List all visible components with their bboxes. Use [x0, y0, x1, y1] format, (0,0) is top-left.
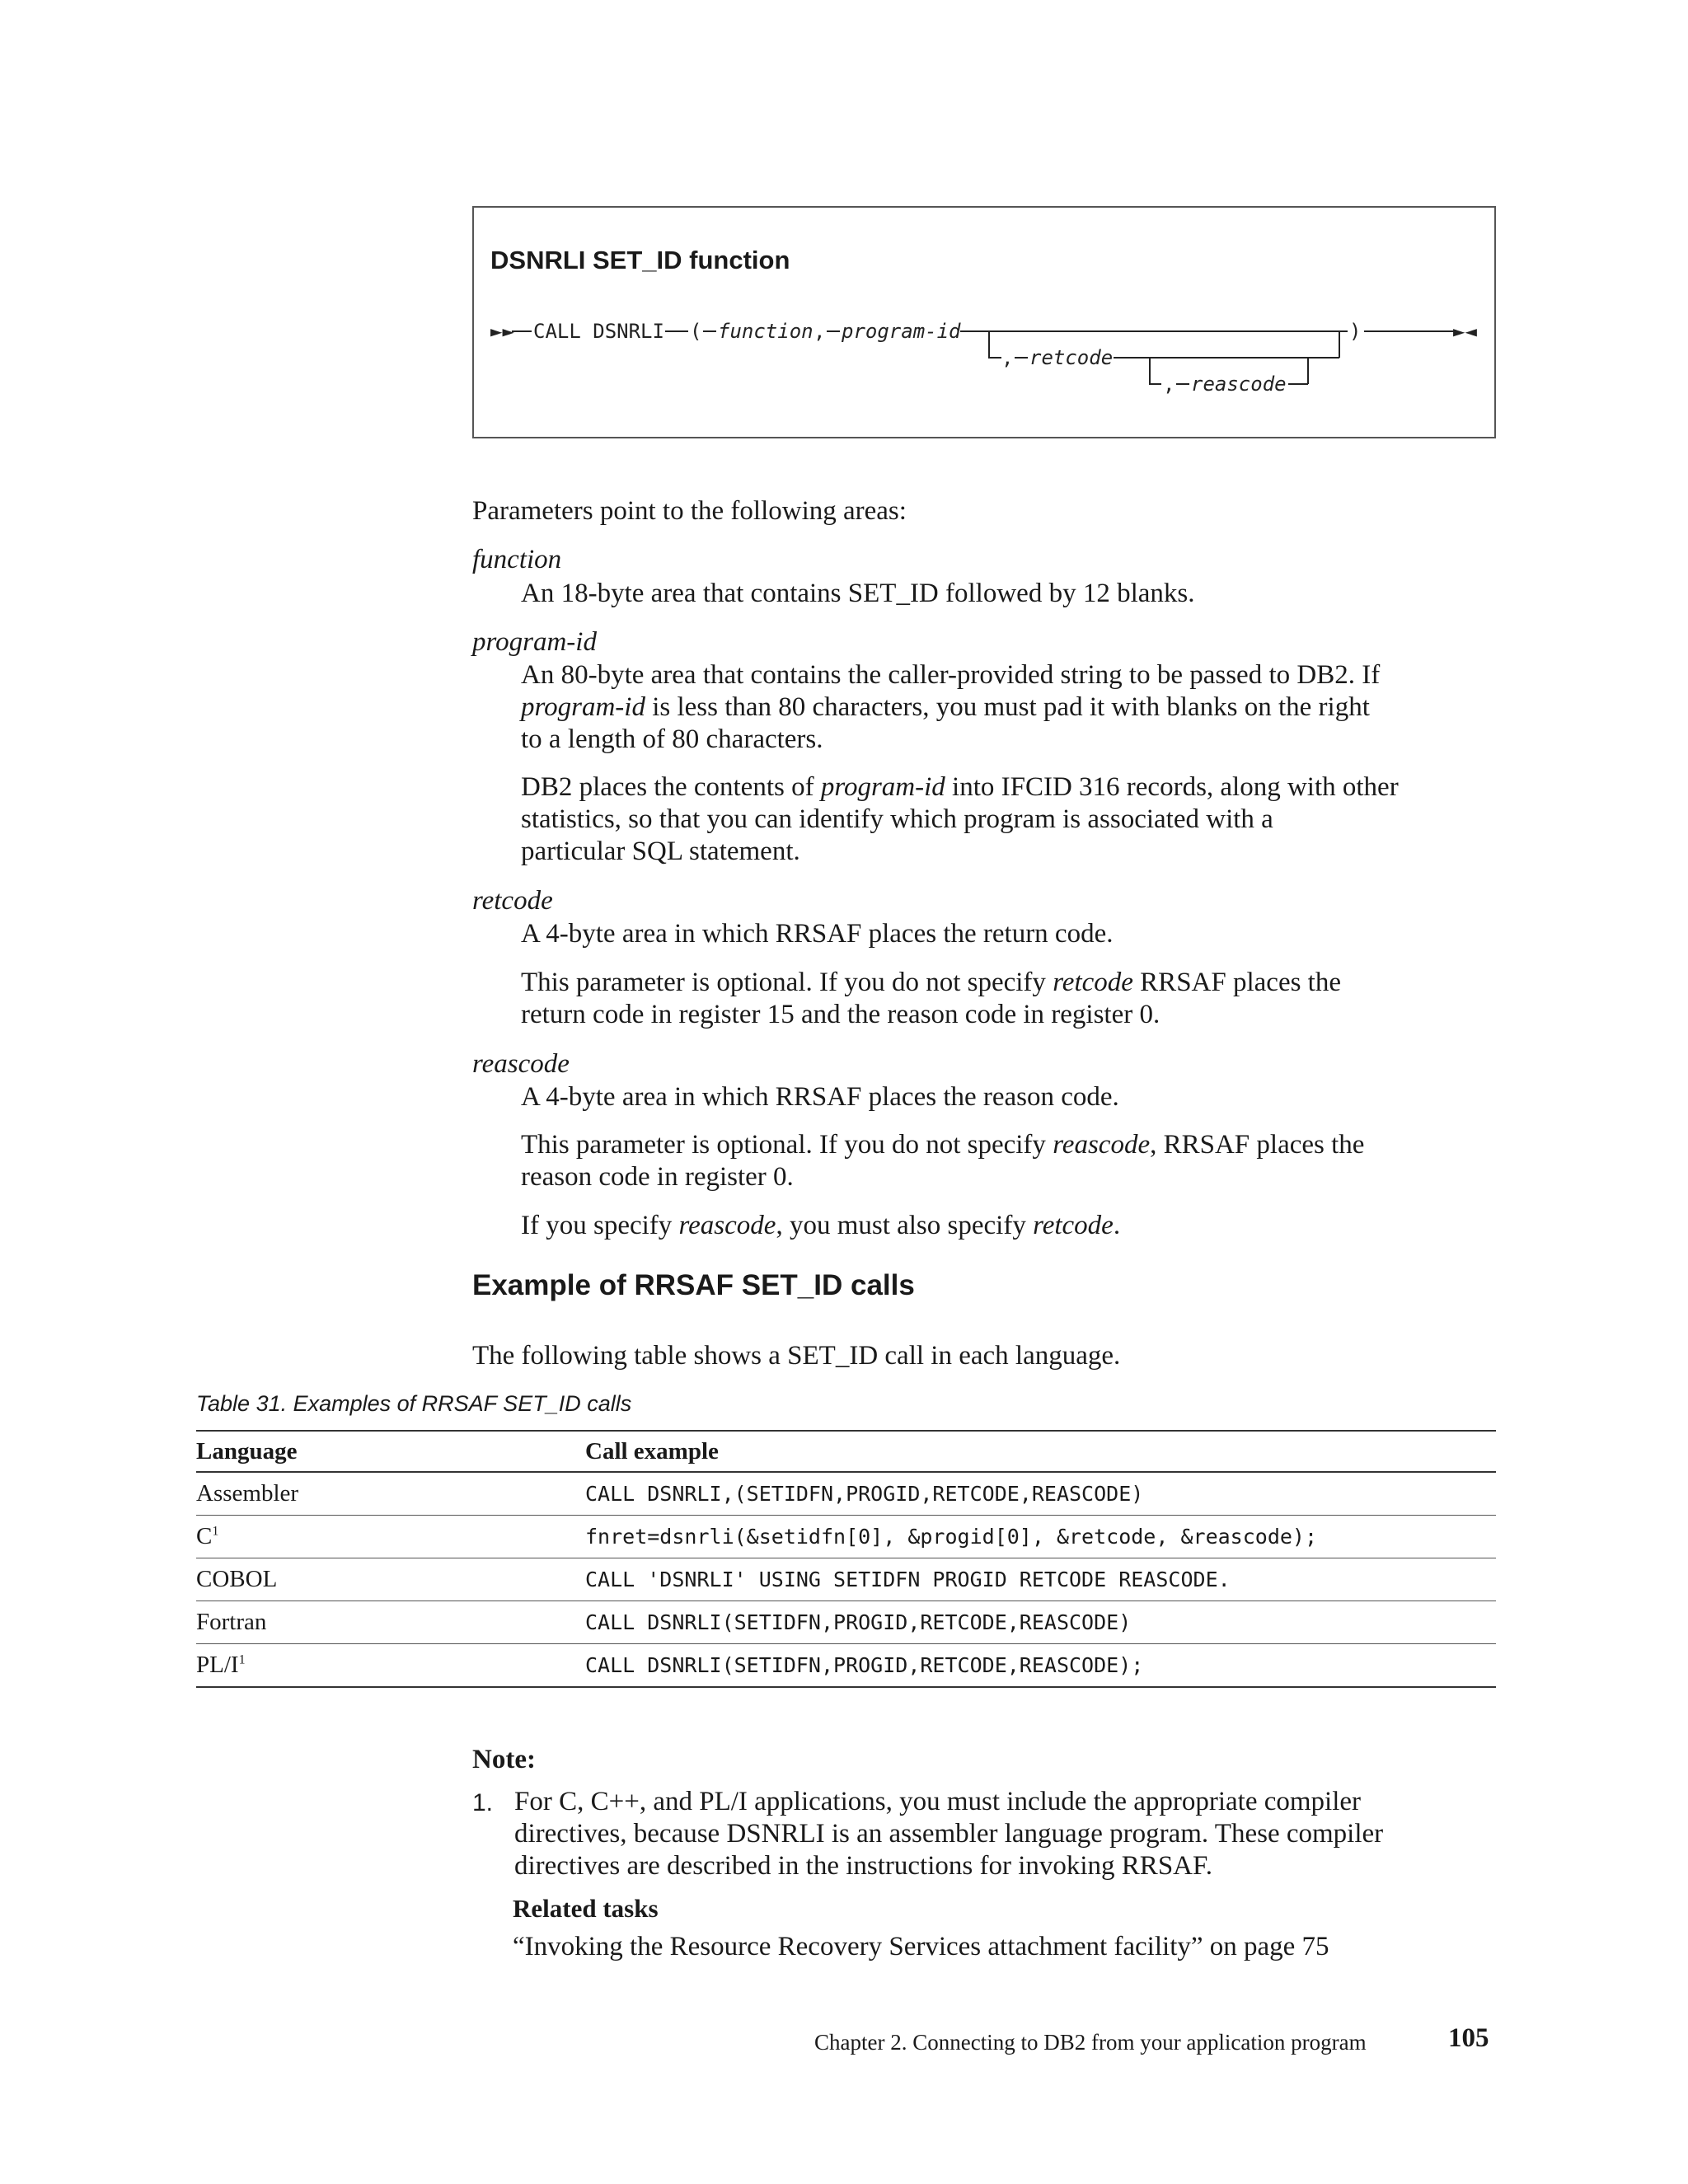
text-run: This parameter is optional. If you do not specify	[521, 1130, 1053, 1160]
param-desc-retcode: A 4-byte area in which RRSAF places the return code.	[521, 919, 1114, 949]
param-term-program-id: program-id	[472, 627, 597, 657]
param-desc-program-id-line2	[521, 691, 1370, 724]
language-name: Fortran	[196, 1609, 267, 1635]
syntax-title: DSNRLI SET_ID function	[490, 246, 790, 274]
call-example-cell: CALL DSNRLI(SETIDFN,PROGID,RETCODE,REASCODE)	[585, 1601, 1496, 1644]
call-example-cell: fnret=dsnrli(&setidfn[0], &progid[0], &retcode, &reascode);	[585, 1516, 1496, 1558]
language-name: C	[196, 1523, 213, 1549]
language-name: COBOL	[196, 1566, 278, 1592]
inline-term: reascode	[1053, 1130, 1151, 1160]
text-run: , you must also specify	[776, 1211, 1034, 1240]
text-run: is less than 80 characters, you must pad it with blanks on the right	[645, 692, 1370, 722]
call-example-cell: CALL 'DSNRLI' USING SETIDFN PROGID RETCODE REASCODE.	[585, 1558, 1496, 1601]
text-run: into IFCID 316 records, along with other	[945, 772, 1399, 802]
inline-term: reascode	[678, 1211, 776, 1240]
syntax-program-id-arg: program-id	[842, 320, 961, 343]
calls-table	[196, 1430, 1496, 1688]
param-desc-reascode: A 4-byte area in which RRSAF places the reason code.	[521, 1082, 1119, 1112]
syntax-close-paren: )	[1349, 320, 1362, 343]
table-header-row	[196, 1431, 1496, 1472]
language-cell	[196, 1601, 585, 1644]
page-number: 105	[1448, 2023, 1489, 2053]
text-run: .	[1113, 1211, 1121, 1240]
related-task-link[interactable]: “Invoking the Resource Recovery Services attachment facility” on page 75	[513, 1932, 1329, 1961]
syntax-comma-3: ,	[1163, 373, 1175, 396]
text-run: RRSAF places the	[1132, 968, 1341, 997]
inline-term: program-id	[521, 692, 645, 722]
language-cell	[196, 1558, 585, 1601]
text-run: , RRSAF places the	[1150, 1130, 1365, 1160]
table-row	[196, 1516, 1496, 1558]
param-term-reascode: reascode	[472, 1049, 570, 1079]
table-row	[196, 1472, 1496, 1516]
param-program-id-p2-line2: statistics, so that you can identify which program is associated with a	[521, 804, 1273, 834]
syntax-comma-2: ,	[1001, 346, 1014, 369]
syntax-comma-1: ,	[814, 320, 826, 343]
language-name: PL/I	[196, 1652, 239, 1678]
syntax-retcode-arg: retcode	[1029, 346, 1114, 369]
param-reascode-p2-line1	[521, 1128, 1364, 1161]
column-header-language: Language	[196, 1431, 585, 1472]
param-desc-function: An 18-byte area that contains SET_ID followed by 12 blanks.	[521, 579, 1195, 608]
param-reascode-p3	[521, 1209, 1120, 1242]
example-intro: The following table shows a SET_ID call in each language.	[472, 1341, 1121, 1371]
footnote-ref: 1	[212, 1524, 219, 1539]
syntax-end-arrow: ►◄	[1453, 320, 1477, 343]
text-run: If you specify	[521, 1211, 679, 1240]
call-example-cell: CALL DSNRLI,(SETIDFN,PROGID,RETCODE,REASCODE)	[585, 1472, 1496, 1516]
related-tasks-label: Related tasks	[513, 1894, 659, 1923]
syntax-reascode-arg: reascode	[1191, 373, 1287, 396]
table-row	[196, 1558, 1496, 1601]
inline-term: retcode	[1053, 968, 1133, 997]
param-program-id-p2-line3: particular SQL statement.	[521, 837, 800, 866]
syntax-call-text: CALL DSNRLI	[533, 320, 664, 343]
table-row	[196, 1601, 1496, 1644]
inline-term: program-id	[820, 772, 945, 802]
note-line3: directives are described in the instructions for invoking RRSAF.	[514, 1851, 1212, 1881]
footnote-ref: 1	[238, 1652, 246, 1667]
call-example-cell: CALL DSNRLI(SETIDFN,PROGID,RETCODE,REASCODE);	[585, 1644, 1496, 1688]
param-desc-program-id-line3: to a length of 80 characters.	[521, 724, 823, 754]
syntax-function-arg: function	[718, 320, 814, 343]
param-retcode-p2-line2: return code in register 15 and the reason code in register 0.	[521, 1000, 1160, 1029]
param-desc-program-id-line1: An 80-byte area that contains the caller-provided string to be passed to DB2. If	[521, 660, 1381, 690]
parameters-intro: Parameters point to the following areas:	[472, 496, 907, 526]
table-caption: Table 31. Examples of RRSAF SET_ID calls	[196, 1391, 632, 1416]
footer-chapter: Chapter 2. Connecting to DB2 from your application program	[814, 2030, 1367, 2055]
syntax-diagram-box	[472, 206, 1496, 438]
param-retcode-p2-line1	[521, 966, 1341, 999]
note-label: Note:	[472, 1745, 536, 1774]
column-header-call-example: Call example	[585, 1431, 1496, 1472]
param-term-retcode: retcode	[472, 886, 553, 916]
text-run: DB2 places the contents of	[521, 772, 821, 802]
param-reascode-p2-line2: reason code in register 0.	[521, 1162, 794, 1192]
text-run: This parameter is optional. If you do not specify	[521, 968, 1053, 997]
note-line2: directives, because DSNRLI is an assembler language program. These compiler	[514, 1819, 1384, 1849]
language-cell	[196, 1516, 585, 1558]
language-cell	[196, 1472, 585, 1516]
param-program-id-p2-line1	[521, 771, 1399, 804]
table-row	[196, 1644, 1496, 1688]
syntax-start-arrow: ►►	[490, 320, 514, 343]
syntax-diagram	[474, 208, 1496, 438]
syntax-open-paren: (	[690, 320, 702, 343]
note-number: 1.	[472, 1789, 494, 1816]
inline-term: retcode	[1033, 1211, 1114, 1240]
section-heading: Example of RRSAF SET_ID calls	[472, 1269, 915, 1301]
param-term-function: function	[472, 545, 562, 574]
language-cell	[196, 1644, 585, 1688]
language-name: Assembler	[196, 1480, 299, 1507]
note-line1: For C, C++, and PL/I applications, you must include the appropriate compiler	[514, 1787, 1362, 1816]
